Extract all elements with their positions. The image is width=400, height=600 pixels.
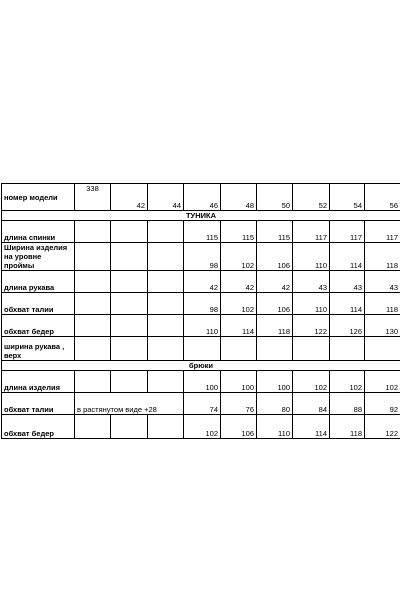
value-cell: 130 xyxy=(365,315,400,337)
size-cell: 50 xyxy=(257,184,293,211)
value-cell: 118 xyxy=(365,243,400,271)
value-cell xyxy=(148,315,184,337)
value-cell xyxy=(148,243,184,271)
value-cell xyxy=(111,415,148,439)
value-cell: 102 xyxy=(330,371,365,393)
value-cell: 126 xyxy=(330,315,365,337)
value-cell: 114 xyxy=(330,293,365,315)
value-cell xyxy=(111,315,148,337)
value-cell xyxy=(257,337,293,361)
empty-cell xyxy=(75,337,111,361)
value-cell xyxy=(221,337,257,361)
table-row xyxy=(2,337,400,361)
value-cell xyxy=(184,337,221,361)
section-row-tunic xyxy=(2,211,400,221)
value-cell xyxy=(148,415,184,439)
value-cell xyxy=(111,337,148,361)
value-cell: 118 xyxy=(330,415,365,439)
value-cell: 100 xyxy=(221,371,257,393)
value-cell: 117 xyxy=(330,221,365,243)
size-cell: 44 xyxy=(148,184,184,211)
value-cell: 115 xyxy=(257,221,293,243)
value-cell: 117 xyxy=(365,221,400,243)
value-cell: 42 xyxy=(221,271,257,293)
value-cell xyxy=(111,293,148,315)
size-table xyxy=(1,183,400,439)
table-row xyxy=(2,393,400,415)
value-cell: 92 xyxy=(365,393,400,415)
value-cell xyxy=(111,221,148,243)
measurement-label: Ширина изделия на уровне проймы xyxy=(2,243,75,271)
size-cell: 52 xyxy=(293,184,330,211)
measurement-label: обхват бедер xyxy=(2,415,75,439)
empty-cell xyxy=(75,243,111,271)
value-cell: 42 xyxy=(257,271,293,293)
value-cell: 106 xyxy=(257,243,293,271)
value-cell: 102 xyxy=(293,371,330,393)
value-cell: 76 xyxy=(221,393,257,415)
measurement-note: в растянутом виде +28 xyxy=(75,393,184,415)
value-cell: 88 xyxy=(330,393,365,415)
value-cell xyxy=(293,337,330,361)
value-cell: 100 xyxy=(257,371,293,393)
value-cell: 110 xyxy=(184,315,221,337)
value-cell: 43 xyxy=(365,271,400,293)
value-cell: 42 xyxy=(184,271,221,293)
size-cell: 46 xyxy=(184,184,221,211)
table-row xyxy=(2,221,400,243)
value-cell: 114 xyxy=(293,415,330,439)
empty-cell xyxy=(75,415,111,439)
measurement-label: ширина рукава , верх xyxy=(2,337,75,361)
measurement-label: длина спинки xyxy=(2,221,75,243)
value-cell: 100 xyxy=(184,371,221,393)
value-cell: 43 xyxy=(293,271,330,293)
value-cell: 98 xyxy=(184,293,221,315)
size-cell: 42 xyxy=(111,184,148,211)
empty-cell xyxy=(75,315,111,337)
tunic-rows xyxy=(2,221,400,361)
table-row xyxy=(2,293,400,315)
empty-cell xyxy=(75,271,111,293)
value-cell: 115 xyxy=(184,221,221,243)
trousers-rows xyxy=(2,371,400,439)
value-cell: 102 xyxy=(365,371,400,393)
value-cell: 122 xyxy=(365,415,400,439)
value-cell xyxy=(148,371,184,393)
value-cell xyxy=(111,271,148,293)
empty-cell xyxy=(75,371,111,393)
value-cell xyxy=(148,337,184,361)
value-cell: 110 xyxy=(293,243,330,271)
value-cell: 102 xyxy=(221,243,257,271)
size-cell: 56 xyxy=(365,184,400,211)
value-cell: 102 xyxy=(184,415,221,439)
size-cell: 48 xyxy=(221,184,257,211)
value-cell: 118 xyxy=(257,315,293,337)
measurement-label: обхват талии xyxy=(2,393,75,415)
value-cell: 106 xyxy=(221,415,257,439)
value-cell: 106 xyxy=(257,293,293,315)
empty-cell xyxy=(75,221,111,243)
value-cell: 43 xyxy=(330,271,365,293)
header-label: номер модели xyxy=(2,184,75,211)
value-cell xyxy=(111,371,148,393)
value-cell: 98 xyxy=(184,243,221,271)
size-cell: 54 xyxy=(330,184,365,211)
value-cell xyxy=(365,337,400,361)
value-cell xyxy=(148,271,184,293)
table-row xyxy=(2,243,400,271)
table-row xyxy=(2,271,400,293)
value-cell: 114 xyxy=(330,243,365,271)
section-row-trousers xyxy=(2,361,400,371)
table-row xyxy=(2,315,400,337)
value-cell: 117 xyxy=(293,221,330,243)
value-cell: 114 xyxy=(221,315,257,337)
table-row xyxy=(2,371,400,393)
value-cell xyxy=(330,337,365,361)
value-cell: 110 xyxy=(293,293,330,315)
section-title-tunic: ТУНИКА xyxy=(2,211,400,221)
value-cell xyxy=(148,221,184,243)
measurement-label: обхват бедер xyxy=(2,315,75,337)
table-row xyxy=(2,415,400,439)
model-number: 338 xyxy=(75,184,111,211)
measurement-label: длина рукава xyxy=(2,271,75,293)
value-cell: 110 xyxy=(257,415,293,439)
empty-cell xyxy=(75,293,111,315)
value-cell: 74 xyxy=(184,393,221,415)
value-cell: 80 xyxy=(257,393,293,415)
section-title-trousers: брюки xyxy=(2,361,400,371)
value-cell: 84 xyxy=(293,393,330,415)
value-cell: 115 xyxy=(221,221,257,243)
value-cell: 102 xyxy=(221,293,257,315)
value-cell xyxy=(111,243,148,271)
value-cell: 122 xyxy=(293,315,330,337)
value-cell: 118 xyxy=(365,293,400,315)
header-row xyxy=(2,184,400,211)
measurement-label: длина изделия xyxy=(2,371,75,393)
measurement-label: обхват талии xyxy=(2,293,75,315)
value-cell xyxy=(148,293,184,315)
